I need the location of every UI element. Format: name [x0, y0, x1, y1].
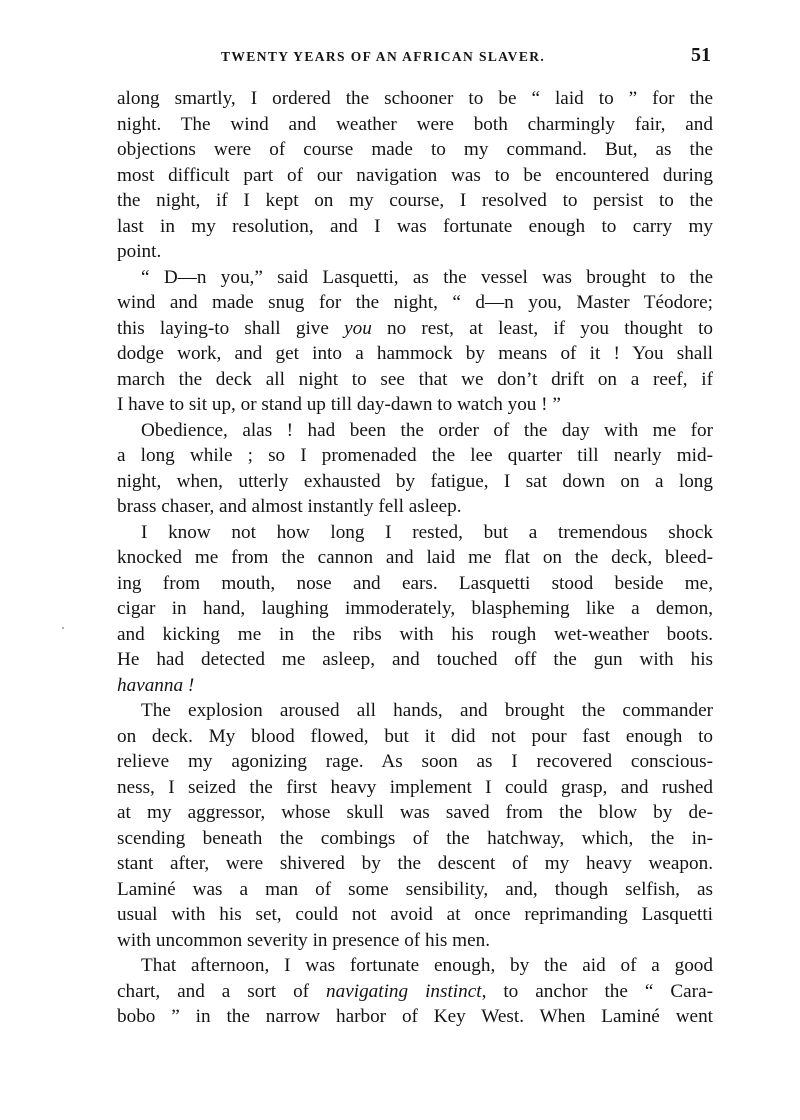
text-line: [117, 392, 713, 418]
text-line: [117, 367, 713, 393]
text-line: [117, 928, 713, 954]
text-line: [117, 596, 713, 622]
line-text: march the deck all night to see that we don’t drift on a reef, if: [117, 368, 713, 390]
line-text: night. The wind and weather were both charmingly fair, and: [117, 113, 713, 135]
text-line: [117, 673, 713, 699]
text-line: [117, 316, 713, 342]
body-text: [117, 86, 713, 1030]
line-text: a long while ; so I promenaded the lee quarter till nearly mid-: [117, 445, 713, 466]
text-line: [117, 622, 713, 648]
line-text: , to anchor the “ Cara-: [481, 980, 713, 1002]
line-text: I have to sit up, or stand up till day-dawn to watch you ! ”: [117, 394, 561, 415]
line-text: the night, if I kept on my course, I resolved to persist to the: [117, 190, 713, 211]
text-line: [117, 163, 713, 189]
line-text: relieve my agonizing rage. As soon as I recovered conscious-: [117, 751, 713, 772]
text-line: [117, 137, 713, 163]
text-line: [117, 826, 713, 852]
line-text: He had detected me asleep, and touched off the gun with his: [117, 649, 713, 670]
italic-text: you: [344, 317, 372, 339]
text-line: [117, 698, 713, 724]
line-text: bobo ” in the narrow harbor of Key West. When Laminé went: [117, 1006, 713, 1027]
text-line: [117, 86, 713, 112]
line-text: “ D—n you,” said Lasquetti, as the vessel was brought to the: [141, 266, 713, 288]
text-line: [117, 647, 713, 673]
text-line: [117, 953, 713, 979]
text-line: [117, 469, 713, 495]
text-line: [117, 571, 713, 597]
line-text: The explosion aroused all hands, and brought the commander: [141, 700, 713, 721]
line-text: usual with his set, could not avoid at once reprimanding Lasquetti: [117, 904, 713, 925]
line-text: last in my resolution, and I was fortunate enough to carry my: [117, 215, 713, 237]
line-text: point.: [117, 241, 162, 262]
running-title: TWENTY YEARS OF AN AFRICAN SLAVER.: [221, 49, 546, 64]
paper-speck: [62, 627, 64, 629]
text-line: [117, 290, 713, 316]
text-line: [117, 979, 713, 1005]
text-line: [117, 877, 713, 903]
line-text: cigar in hand, laughing immoderately, blaspheming like a demon,: [117, 598, 713, 619]
line-text: most difficult part of our navigation was to be encountered during: [117, 164, 713, 186]
line-text: That afternoon, I was fortunate enough, by the aid of a good: [141, 955, 713, 976]
text-line: [117, 851, 713, 877]
page-number: 51: [691, 44, 711, 66]
line-text: Laminé was a man of some sensibility, and, though selfish, as: [117, 878, 713, 900]
line-text: no rest, at least, if you thought to: [371, 317, 713, 339]
line-text: chart, and a sort of: [117, 980, 327, 1002]
text-line: [117, 443, 713, 469]
text-line: [117, 749, 713, 775]
running-header: [117, 44, 713, 74]
text-line: [117, 800, 713, 826]
line-text: I know not how long I rested, but a tremendous shock: [141, 521, 713, 543]
italic-text: navigating instinct: [326, 980, 482, 1002]
text-line: [117, 265, 713, 291]
line-text: Obedience, alas ! had been the order of the day with me for: [141, 419, 713, 441]
text-line: [117, 1004, 713, 1030]
line-text: wind and made snug for the night, “ d—n you, Master Téodore;: [117, 292, 713, 313]
text-line: [117, 214, 713, 240]
line-text: and kicking me in the ribs with his rough wet-weather boots.: [117, 623, 713, 645]
text-line: [117, 520, 713, 546]
line-text: this laying-to shall give: [117, 317, 345, 339]
line-text: along smartly, I ordered the schooner to be “ laid to ” for the: [117, 88, 713, 109]
text-line: [117, 188, 713, 214]
line-text: brass chaser, and almost instantly fell asleep.: [117, 496, 462, 517]
line-text: on deck. My blood flowed, but it did not pour fast enough to: [117, 725, 713, 747]
line-text: scending beneath the combings of the hatchway, which, the in-: [117, 827, 713, 849]
text-line: [117, 418, 713, 444]
line-text: objections were of course made to my command. But, as the: [117, 139, 713, 160]
text-line: [117, 902, 713, 928]
text-line: [117, 545, 713, 571]
line-text: with uncommon severity in presence of his men.: [117, 929, 491, 951]
italic-text: havanna !: [117, 674, 195, 696]
line-text: night, when, utterly exhausted by fatigue, I sat down on a long: [117, 470, 713, 492]
text-line: [117, 494, 713, 520]
line-text: dodge work, and get into a hammock by means of it ! You shall: [117, 343, 713, 364]
line-text: ness, I seized the first heavy implement I could grasp, and rushed: [117, 776, 713, 798]
text-line: [117, 341, 713, 367]
line-text: at my aggressor, whose skull was saved from the blow by de-: [117, 802, 713, 823]
line-text: stant after, were shivered by the descent of my heavy weapon.: [117, 853, 713, 874]
text-line: [117, 112, 713, 138]
text-line: [117, 775, 713, 801]
text-line: [117, 239, 713, 265]
line-text: ing from mouth, nose and ears. Lasquetti stood beside me,: [117, 572, 713, 594]
text-line: [117, 724, 713, 750]
line-text: knocked me from the cannon and laid me flat on the deck, bleed-: [117, 547, 713, 568]
